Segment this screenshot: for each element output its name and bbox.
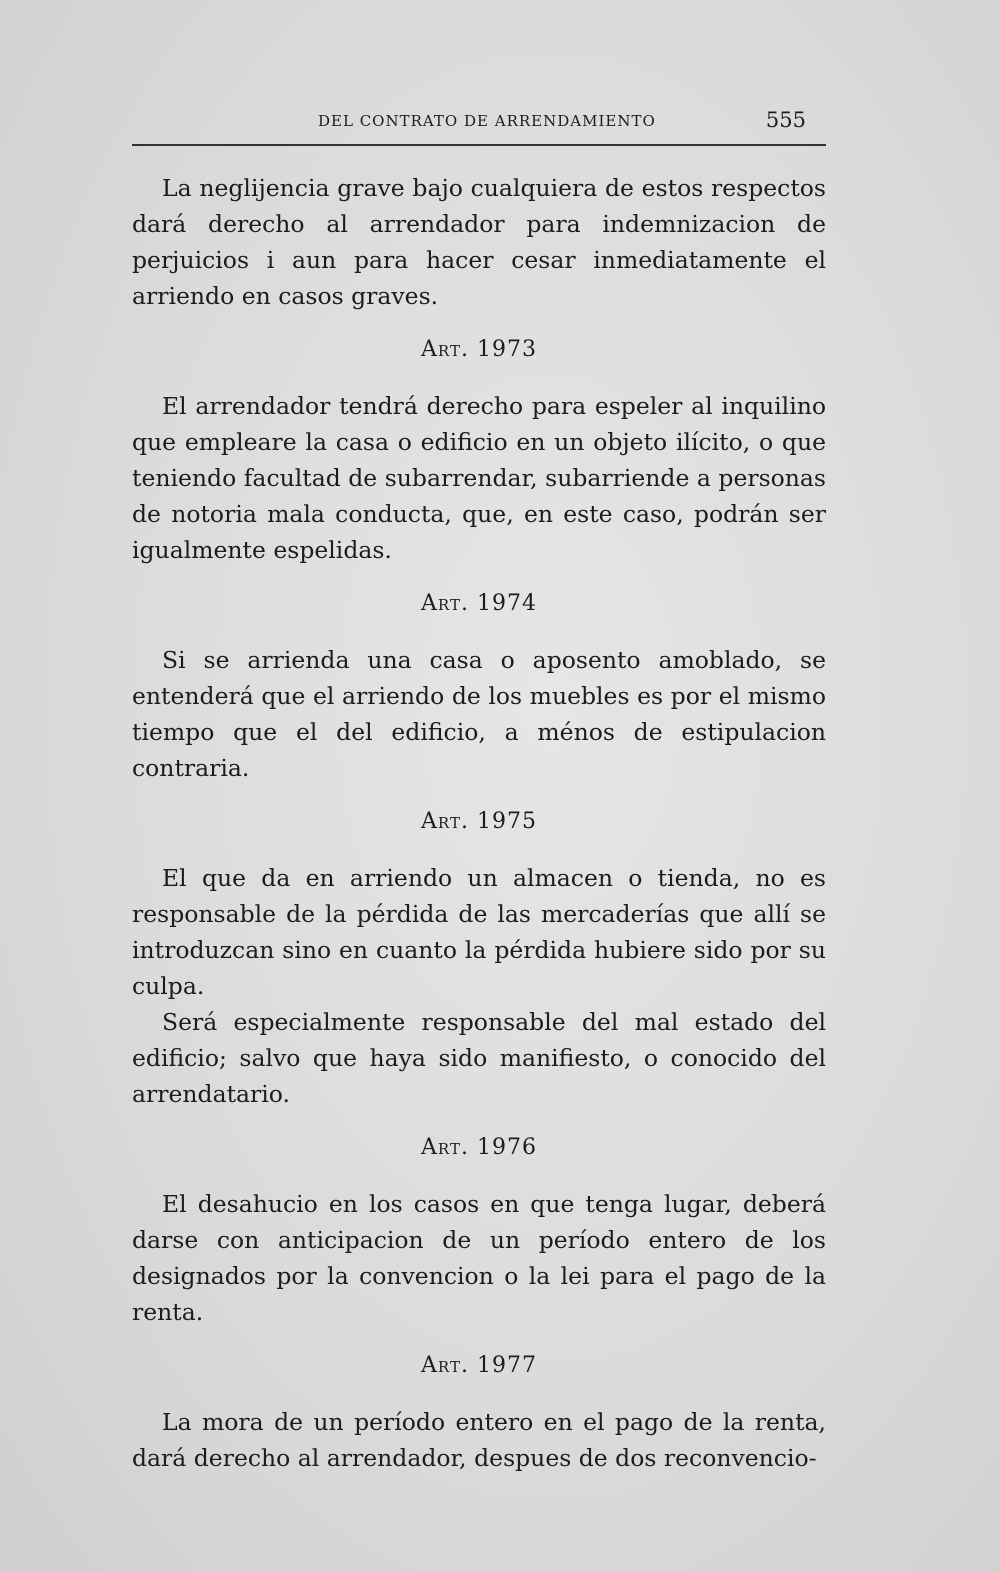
header-rule	[132, 144, 826, 146]
page-header	[132, 108, 826, 142]
body-text	[132, 170, 826, 1476]
intro-paragraph: La neglijencia grave bajo cualquiera de estos respectos dará derecho al arrendador para indemnizacion de perjuicios i aun para hacer cesar inmediatamente el arriendo en casos graves.	[132, 174, 826, 310]
article-label: Art.	[421, 809, 469, 834]
article-1975-paragraph-2: Será especialmente responsable del mal estado del edificio; salvo que haya sido manifiesto, o conocido del arrendatario.	[132, 1008, 826, 1108]
article-1977-paragraph: La mora de un período entero en el pago de la renta, dará derecho al arrendador, despues de dos reconvencio-	[132, 1408, 826, 1472]
article-1974-paragraph: Si se arrienda una casa o aposento amoblado, se entenderá que el arriendo de los muebles es por el mismo tiempo que el del edificio, a ménos de estipulacion contraria.	[132, 646, 826, 782]
article-heading-1977	[132, 1348, 826, 1384]
article-heading-1976	[132, 1130, 826, 1166]
page-number: 555	[765, 108, 806, 132]
article-1976-paragraph: El desahucio en los casos en que tenga lugar, deberá darse con anticipacion de un período entero de los designados por la convencion o la lei para el pago de la renta.	[132, 1190, 826, 1326]
article-label: Art.	[421, 337, 469, 362]
article-number: 1974	[476, 591, 537, 616]
article-label: Art.	[421, 591, 469, 616]
article-number: 1977	[476, 1353, 537, 1378]
article-1973-paragraph: El arrendador tendrá derecho para espeler al inquilino que empleare la casa o edificio en un objeto ilícito, o que teniendo facultad de subarrendar, subarriende a personas de notoria mala conducta, que, en este caso, podrán ser igualmente espelidas.	[132, 392, 826, 564]
article-label: Art.	[421, 1353, 469, 1378]
article-label: Art.	[421, 1135, 469, 1160]
article-number: 1973	[476, 337, 537, 362]
article-heading-1974	[132, 586, 826, 622]
article-heading-1973	[132, 332, 826, 368]
running-title: DEL CONTRATO DE ARRENDAMIENTO	[318, 112, 656, 130]
article-1975-paragraph-1: El que da en arriendo un almacen o tienda, no es responsable de la pérdida de las mercaderías que allí se introduzcan sino en cuanto la pérdida hubiere sido por su culpa.	[132, 864, 826, 1000]
article-number: 1975	[476, 809, 537, 834]
article-number: 1976	[476, 1135, 537, 1160]
article-heading-1975	[132, 804, 826, 840]
